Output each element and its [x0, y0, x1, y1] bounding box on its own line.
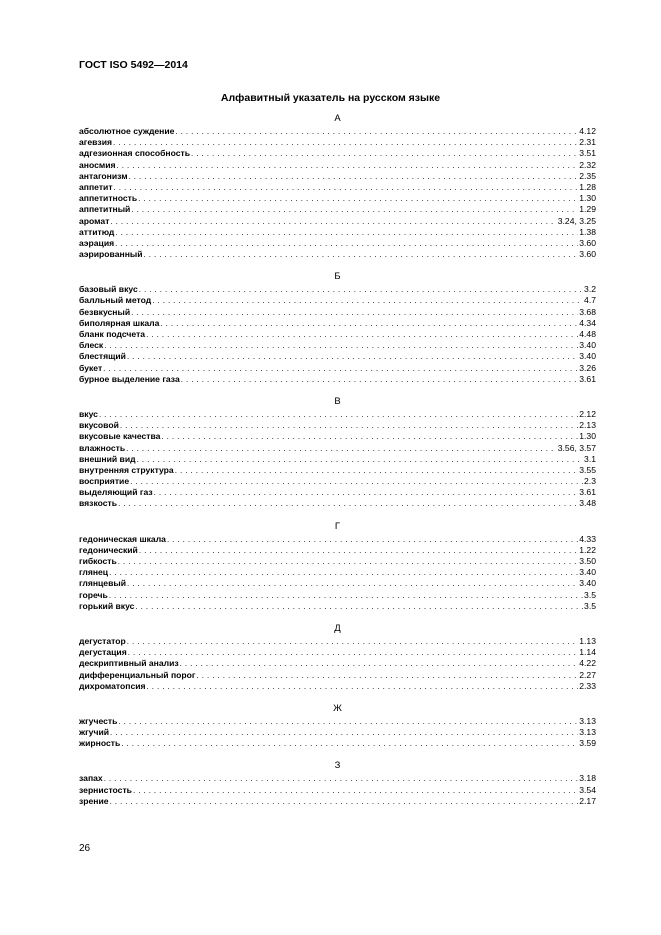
index-entry [79, 329, 596, 340]
dot-leader [131, 307, 578, 318]
index-entry [79, 307, 596, 318]
index-entry [79, 465, 596, 476]
index-entry [79, 216, 596, 227]
entry-term: блестящий [79, 351, 126, 362]
entry-term: блеск [79, 340, 104, 351]
dot-leader [114, 182, 579, 193]
entry-term: зернистость [79, 784, 132, 795]
entry-reference: 3.68 [579, 306, 596, 317]
entry-term: дифференциальный порог [79, 669, 196, 680]
dot-leader [181, 374, 579, 385]
entry-term: базовый вкус [79, 284, 138, 295]
entry-term: аромат [79, 215, 110, 226]
entry-reference: 1.13 [579, 635, 596, 646]
entry-reference: 3.60 [579, 249, 596, 260]
dot-leader [175, 126, 578, 137]
dot-leader [167, 534, 578, 545]
index-entry [79, 534, 596, 545]
section-letter: Г [334, 520, 341, 532]
entry-reference: 2.32 [579, 159, 596, 170]
entry-reference: 3.50 [579, 556, 596, 566]
entry-reference: 3.24, 3.25 [557, 215, 596, 226]
entry-term: гедонический [79, 544, 138, 555]
entry-term: зрение [79, 795, 109, 806]
index-section [79, 395, 596, 510]
entry-reference: 2.12 [579, 408, 596, 419]
entry-term: внешний вид [79, 453, 136, 464]
dot-leader [118, 716, 578, 727]
entry-term: балльный метод [79, 295, 152, 306]
entry-term: горький вкус [79, 600, 135, 611]
entry-reference: 3.54 [579, 784, 596, 795]
section-letter: В [334, 395, 341, 407]
section-letter: Д [334, 622, 341, 634]
entry-reference: 3.5 [584, 589, 596, 600]
entry-term: дегустатор [79, 635, 126, 646]
index-entry [79, 498, 596, 509]
entry-reference: 2.3 [584, 476, 596, 487]
entry-reference: 2.31 [579, 137, 596, 148]
dot-leader [130, 476, 583, 487]
entry-term: аппетит [79, 181, 113, 192]
entry-reference: 3.40 [579, 340, 596, 351]
index-entry [79, 658, 596, 669]
entry-term: внутренняя структура [79, 464, 174, 475]
entry-term: дихроматопсия [79, 680, 146, 691]
index-entry [79, 420, 596, 431]
dot-leader [139, 284, 583, 295]
entry-term: абсолютное суждение [79, 126, 175, 136]
dot-leader [113, 137, 578, 148]
index-entry [79, 318, 596, 329]
index-entry [79, 443, 596, 454]
dot-leader [144, 249, 579, 260]
index-entry [79, 374, 596, 385]
index-entry [79, 126, 596, 137]
dot-leader [115, 238, 578, 249]
index-entry [79, 727, 596, 738]
section-letter: Б [334, 271, 341, 283]
entry-term: букет [79, 362, 103, 373]
index-entry [79, 137, 596, 148]
entry-reference: 2.17 [579, 795, 596, 806]
entry-term: влажность [79, 442, 126, 453]
entry-term: дегустация [79, 647, 127, 658]
entry-reference: 3.18 [579, 773, 596, 784]
document-header: ГОСТ ISO 5492—2014 [79, 59, 188, 71]
entry-term: антагонизм [79, 170, 128, 181]
entry-term: аносмия [79, 159, 116, 170]
index-entry [79, 796, 596, 807]
entry-reference: 1.14 [579, 647, 596, 658]
dot-leader [180, 658, 579, 669]
entry-reference: 3.40 [579, 567, 596, 578]
dot-leader [138, 193, 578, 204]
entry-reference: 3.13 [579, 727, 596, 738]
dot-leader [110, 796, 579, 807]
entry-reference: 3.40 [579, 351, 596, 362]
index-section [79, 270, 596, 385]
section-letter: А [334, 113, 341, 124]
dot-leader [110, 216, 556, 227]
dot-leader [135, 601, 583, 612]
dot-leader [115, 227, 578, 238]
entry-term: жирность [79, 738, 121, 749]
entry-reference: 2.27 [579, 669, 596, 680]
dot-leader [104, 340, 578, 351]
dot-leader [196, 670, 578, 681]
index-entry [79, 193, 596, 204]
index-entry [79, 284, 596, 295]
index-section [79, 622, 596, 692]
index-entry [79, 204, 596, 215]
dot-leader [121, 738, 578, 749]
dot-leader [127, 636, 579, 647]
entry-term: глянцевый [79, 578, 126, 589]
entry-reference: 1.28 [579, 181, 596, 192]
section-letter: З [334, 760, 341, 772]
dot-leader [99, 409, 578, 420]
entry-term: адгезионная способность [79, 148, 191, 159]
index-entry [79, 601, 596, 612]
entry-term: выделяющий газ [79, 487, 153, 498]
entry-reference: 3.13 [579, 715, 596, 726]
entry-reference: 3.40 [579, 578, 596, 589]
entry-term: бланк подсчета [79, 329, 146, 339]
dot-leader [146, 329, 578, 340]
entry-reference: 3.2 [584, 284, 596, 295]
dot-leader [131, 204, 578, 215]
entry-term: запах [79, 773, 103, 784]
index-entry [79, 487, 596, 498]
entry-term: вкусовой [79, 420, 119, 431]
dot-leader [103, 363, 578, 374]
index-entry [79, 409, 596, 420]
dot-leader [118, 556, 579, 567]
entry-reference: 1.30 [579, 431, 596, 442]
index-entry [79, 171, 596, 182]
entry-reference: 1.29 [579, 204, 596, 215]
dot-leader [129, 171, 579, 182]
entry-reference: 1.38 [579, 226, 596, 237]
dot-leader [117, 160, 579, 171]
index-entry [79, 340, 596, 351]
entry-reference: 1.22 [579, 544, 596, 555]
index-entry [79, 249, 596, 260]
index-section [79, 759, 596, 807]
dot-leader [128, 647, 579, 658]
entry-reference: 2.35 [579, 170, 596, 181]
entry-reference: 3.55 [579, 464, 596, 475]
index-section [79, 112, 596, 260]
dot-leader [120, 420, 578, 431]
index-entry [79, 647, 596, 658]
entry-reference: 1.30 [579, 193, 596, 204]
index-entry [79, 738, 596, 749]
dot-leader [147, 681, 579, 692]
entry-term: гибкость [79, 556, 117, 566]
dot-leader [104, 773, 579, 784]
entry-reference: 4.34 [579, 317, 596, 328]
index-entry [79, 227, 596, 238]
entry-term: дескриптивный анализ [79, 658, 179, 669]
index-entry [79, 556, 596, 567]
entry-reference: 2.13 [579, 420, 596, 431]
entry-reference: 4.33 [579, 533, 596, 544]
dot-leader [137, 454, 583, 465]
index-entry [79, 670, 596, 681]
index-entry [79, 363, 596, 374]
index-entry [79, 238, 596, 249]
section-letter: Ж [333, 702, 342, 714]
index-title: Алфавитный указатель на русском языке [220, 92, 441, 104]
entry-term: вкусовые качества [79, 431, 161, 442]
index-entry [79, 295, 596, 306]
entry-term: аэрация [79, 237, 115, 248]
dot-leader [127, 578, 578, 589]
page-number: 26 [79, 843, 91, 854]
index-entry [79, 454, 596, 465]
entry-term: жгучий [79, 727, 110, 738]
dot-leader [161, 431, 578, 442]
entry-term: вязкость [79, 498, 118, 509]
entry-term: аппетитный [79, 204, 131, 215]
index-entry [79, 590, 596, 601]
dot-leader [191, 148, 578, 159]
dot-leader [175, 465, 579, 476]
entry-term: бурное выделение газа [79, 373, 180, 384]
entry-reference: 4.48 [579, 329, 596, 339]
entry-term: агевзия [79, 137, 112, 148]
dot-leader [118, 498, 578, 509]
index-entry [79, 545, 596, 556]
entry-reference: 3.5 [584, 600, 596, 611]
dot-leader [133, 785, 578, 796]
entry-term: биполярная шкала [79, 317, 160, 328]
entry-term: восприятие [79, 476, 130, 487]
entry-term: аэрированный [79, 249, 143, 260]
dot-leader [110, 727, 578, 738]
entry-term: глянец [79, 567, 109, 578]
index-entry [79, 567, 596, 578]
entry-reference: 3.60 [579, 237, 596, 248]
dot-leader [109, 590, 583, 601]
entry-term: горечь [79, 589, 108, 600]
entry-reference: 3.26 [579, 362, 596, 373]
dot-leader [152, 295, 583, 306]
index-entry [79, 578, 596, 589]
entry-term: вкус [79, 408, 98, 419]
entry-reference: 3.59 [579, 738, 596, 749]
entry-reference: 3.56, 3.57 [557, 442, 596, 453]
entry-term: аппетитность [79, 193, 138, 204]
index-entry [79, 716, 596, 727]
index-entry [79, 636, 596, 647]
entry-reference: 2.33 [579, 680, 596, 691]
index-entry [79, 182, 596, 193]
entry-reference: 4.22 [579, 658, 596, 669]
entry-reference: 3.1 [584, 453, 596, 464]
entry-reference: 4.7 [584, 295, 596, 306]
index-section [79, 520, 596, 612]
index-entry [79, 431, 596, 442]
entry-term: безвкусный [79, 306, 131, 317]
entry-term: жгучесть [79, 715, 118, 726]
dot-leader [154, 487, 579, 498]
alphabetical-index [79, 112, 596, 817]
dot-leader [109, 567, 578, 578]
index-entry [79, 476, 596, 487]
entry-reference: 3.48 [579, 498, 596, 509]
entry-term: аттитюд [79, 226, 115, 237]
index-entry [79, 785, 596, 796]
entry-reference: 4.12 [579, 126, 596, 136]
dot-leader [127, 351, 578, 362]
index-entry [79, 148, 596, 159]
entry-term: гедоническая шкала [79, 533, 166, 544]
dot-leader [126, 443, 557, 454]
index-entry [79, 681, 596, 692]
dot-leader [139, 545, 578, 556]
index-entry [79, 351, 596, 362]
index-entry [79, 160, 596, 171]
index-entry [79, 773, 596, 784]
entry-reference: 3.61 [579, 373, 596, 384]
index-section [79, 702, 596, 750]
entry-reference: 3.51 [579, 148, 596, 159]
dot-leader [160, 318, 578, 329]
entry-reference: 3.61 [579, 487, 596, 498]
